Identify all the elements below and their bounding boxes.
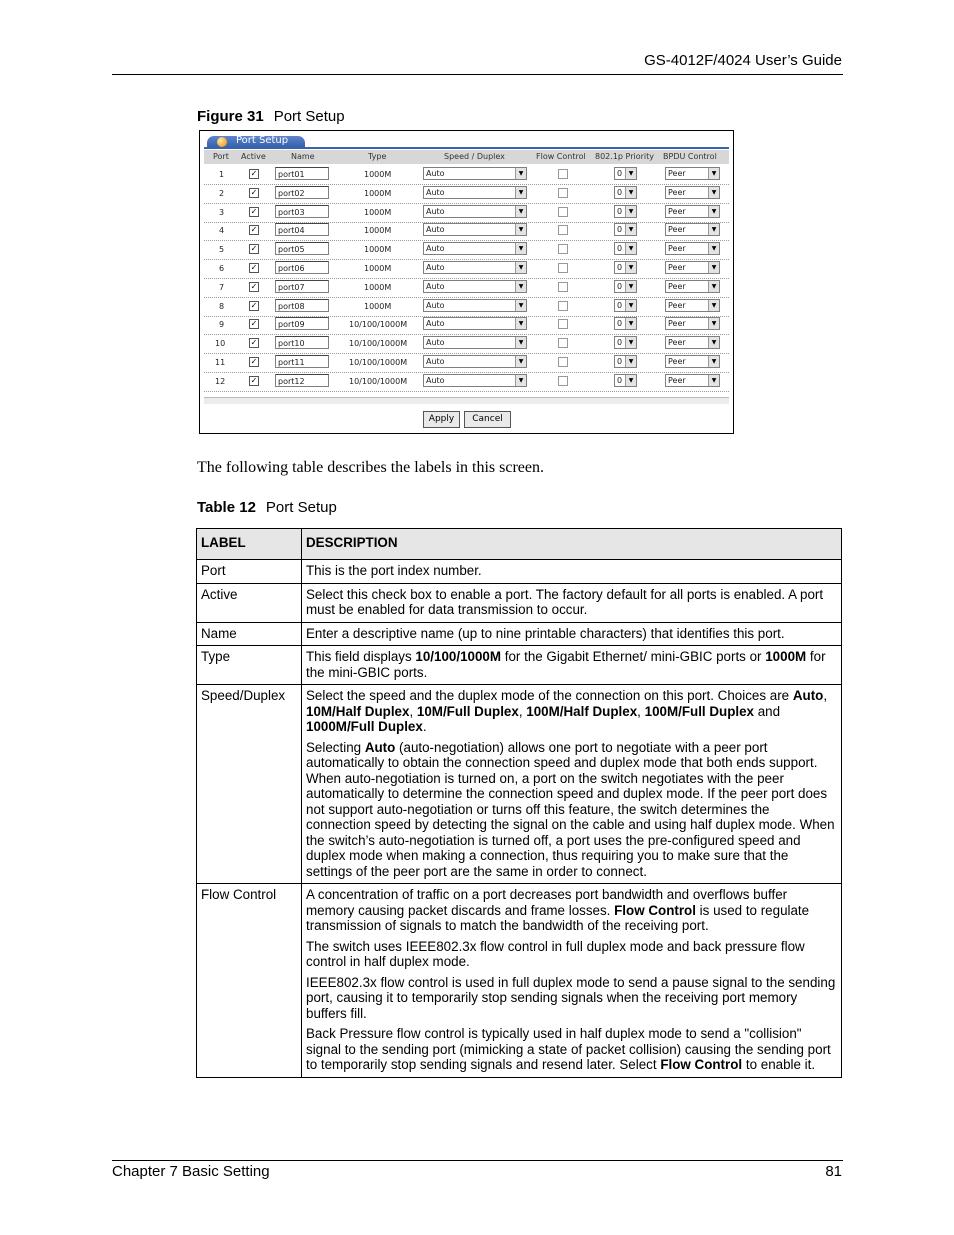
speed-duplex-select[interactable] (423, 223, 527, 236)
bpdu-value: Peer (668, 225, 686, 235)
port-row (204, 278, 729, 298)
priority-value: 0 (617, 206, 623, 216)
active-checkbox[interactable]: ✓ (250, 244, 258, 254)
speed-duplex-select[interactable] (423, 186, 527, 199)
tab-underline (204, 147, 729, 149)
speed-duplex-value: Auto (426, 263, 445, 272)
figure-title: Port Setup (273, 108, 345, 125)
footer-chapter: Chapter 7 Basic Setting (112, 1163, 270, 1180)
port-name-input[interactable]: port03 (275, 205, 329, 218)
speed-duplex-value: Auto (426, 300, 445, 310)
flow-control-checkbox[interactable] (558, 263, 568, 273)
bpdu-control-select[interactable] (665, 299, 720, 312)
bpdu-value: Peer (668, 206, 686, 216)
port-name-input[interactable]: port06 (275, 261, 329, 274)
priority-select[interactable] (614, 205, 637, 218)
port-name-input[interactable]: port08 (275, 299, 329, 312)
dropdown-arrow-icon: ▼ (625, 187, 636, 198)
flow-control-checkbox[interactable] (558, 225, 568, 235)
active-checkbox[interactable]: ✓ (250, 169, 258, 178)
flow-control-checkbox[interactable] (558, 282, 568, 292)
speed-duplex-value: Auto (426, 225, 445, 235)
dropdown-arrow-icon: ▼ (625, 243, 636, 254)
port-setup-screenshot (199, 130, 734, 434)
dropdown-arrow-icon: ▼ (708, 318, 719, 329)
description-text: The switch uses IEEE802.3x flow control in full duplex mode and back pressure flow control in half duplex mode. (306, 938, 805, 969)
col-speed: Speed / Duplex (444, 152, 505, 161)
bpdu-control-select[interactable] (665, 374, 720, 387)
table-label: Table 12 (197, 499, 256, 516)
dropdown-arrow-icon: ▼ (708, 243, 719, 254)
form-separator (204, 397, 729, 404)
port-number: 3 (219, 207, 225, 217)
cancel-button[interactable]: Cancel (464, 411, 511, 428)
port-setup-description-table (196, 528, 842, 1078)
table-row (197, 622, 842, 646)
row-label: Type (197, 646, 302, 685)
speed-duplex-select[interactable] (423, 167, 527, 180)
port-number: 4 (219, 226, 225, 236)
priority-select[interactable] (614, 374, 637, 387)
priority-select[interactable] (614, 242, 637, 255)
speed-duplex-select[interactable] (423, 280, 527, 293)
description-text: This field displays 10/100/1000M for the Gigabit Ethernet/ mini-GBIC ports or 1000M for the mini-GBIC ports. (306, 649, 826, 680)
col-name: Name (291, 152, 315, 161)
bpdu-value: Peer (668, 357, 686, 366)
dropdown-arrow-icon: ▼ (625, 375, 636, 386)
flow-control-checkbox[interactable] (558, 319, 568, 329)
table-row (197, 646, 842, 685)
port-type: 1000M (364, 170, 392, 179)
row-label: Flow Control (197, 884, 302, 1078)
priority-select[interactable] (614, 299, 637, 312)
speed-duplex-select[interactable] (423, 336, 527, 349)
bpdu-control-select[interactable] (665, 242, 720, 255)
table-row (197, 583, 842, 622)
active-checkbox[interactable]: ✓ (250, 300, 258, 310)
port-name-input[interactable]: port07 (275, 280, 329, 293)
port-name-input[interactable]: port11 (275, 355, 329, 368)
port-setup-tab[interactable] (207, 136, 305, 147)
bpdu-control-select[interactable] (665, 205, 720, 218)
row-label: Port (197, 560, 302, 584)
port-number: 12 (215, 376, 226, 386)
footer-rule (112, 1160, 843, 1161)
flow-control-checkbox[interactable] (558, 188, 568, 198)
priority-select[interactable] (614, 336, 637, 349)
port-number: 1 (219, 170, 225, 179)
speed-duplex-value: Auto (426, 357, 445, 366)
speed-duplex-value: Auto (426, 187, 445, 197)
priority-value: 0 (617, 375, 623, 385)
active-checkbox[interactable]: ✓ (250, 263, 258, 272)
description-text: IEEE802.3x flow control is used in full duplex mode to send a pause signal to the sending port, causing it to temporarily stop sending signals when the receiving port memory buffers fill. (306, 974, 836, 1021)
intro-text: The following table describes the labels in this screen. (197, 459, 545, 476)
port-type: 10/100/1000M (349, 376, 408, 386)
speed-duplex-select[interactable] (423, 299, 527, 312)
table-caption (197, 499, 337, 516)
description-text: This is the port index number. (306, 563, 482, 578)
description-text: Select the speed and the duplex mode of the connection on this port. Choices are Auto, 10M/Half Duplex, 10M/Full Duplex, 100M/Half Duplex, 100M/Full Duplex and 1000M/Full Duplex. (306, 688, 828, 734)
priority-value: 0 (617, 169, 623, 178)
port-type: 1000M (364, 226, 392, 236)
dropdown-arrow-icon: ▼ (515, 262, 526, 273)
port-type: 1000M (364, 301, 392, 311)
flow-control-checkbox[interactable] (558, 338, 568, 348)
row-description (302, 646, 842, 685)
dropdown-arrow-icon: ▼ (708, 300, 719, 311)
flow-control-checkbox[interactable] (558, 357, 568, 367)
priority-select[interactable] (614, 280, 637, 293)
bpdu-control-select[interactable] (665, 167, 720, 180)
priority-select[interactable] (614, 223, 637, 236)
flow-control-checkbox[interactable] (558, 301, 568, 311)
bpdu-control-select[interactable] (665, 280, 720, 293)
description-text: Back Pressure flow control is typically used in half duplex mode to send a "collision" signal to the sending port (mimicking a state of packet collision) causing the sending port to temporarily stop sending signals and resend later. Select Flow Control to enable it. (306, 1026, 831, 1072)
port-row (204, 353, 729, 373)
priority-select[interactable] (614, 167, 637, 180)
port-row (204, 165, 729, 185)
port-name-input[interactable]: port02 (275, 186, 329, 199)
table-header-row (197, 529, 842, 560)
dropdown-arrow-icon: ▼ (625, 206, 636, 217)
dropdown-arrow-icon: ▼ (708, 281, 719, 292)
dropdown-arrow-icon: ▼ (515, 224, 526, 235)
bpdu-value: Peer (668, 187, 686, 197)
dropdown-arrow-icon: ▼ (515, 168, 526, 179)
flow-control-checkbox[interactable] (558, 244, 568, 254)
col-type: Type (368, 152, 387, 161)
active-checkbox[interactable]: ✓ (250, 206, 258, 216)
speed-duplex-select[interactable] (423, 355, 527, 368)
dropdown-arrow-icon: ▼ (625, 337, 636, 348)
bpdu-control-select[interactable] (665, 355, 720, 368)
priority-select[interactable] (614, 186, 637, 199)
active-checkbox[interactable]: ✓ (250, 319, 258, 329)
col-priority: 802.1p Priority (595, 152, 654, 161)
figure-label: Figure 31 (197, 108, 264, 125)
bpdu-value: Peer (668, 319, 686, 329)
document-header-title: GS-4012F/4024 User’s Guide (644, 52, 842, 69)
dropdown-arrow-icon: ▼ (708, 375, 719, 386)
port-type: 10/100/1000M (349, 320, 408, 330)
priority-value: 0 (617, 187, 623, 197)
header-label: LABEL (197, 529, 302, 560)
dropdown-arrow-icon: ▼ (625, 168, 636, 179)
priority-select[interactable] (614, 317, 637, 330)
port-number: 9 (219, 320, 225, 330)
dropdown-arrow-icon: ▼ (515, 206, 526, 217)
description-text: Select this check box to enable a port. The factory default for all ports is enabled. A port must be enabled for data transmission to occur. (306, 586, 824, 617)
speed-duplex-value: Auto (426, 281, 445, 291)
description-text: A concentration of traffic on a port decreases port bandwidth and overflows buffer memory causing packet discards and frame losses. Flow Control is used to regulate transmission of signals to match the bandwidth of the receiving port. (306, 887, 810, 933)
port-type: 1000M (364, 207, 392, 217)
port-row (204, 334, 729, 354)
col-active: Active (241, 152, 266, 161)
speed-duplex-select[interactable] (423, 205, 527, 218)
orange-bullet-icon (217, 137, 227, 147)
table-title: Port Setup (265, 499, 337, 516)
speed-duplex-select[interactable] (423, 317, 527, 330)
table-row (197, 685, 842, 884)
dropdown-arrow-icon: ▼ (515, 187, 526, 198)
dropdown-arrow-icon: ▼ (515, 300, 526, 311)
dropdown-arrow-icon: ▼ (515, 243, 526, 254)
port-setup-tab-label: Port Setup (236, 135, 289, 146)
bpdu-value: Peer (668, 338, 686, 348)
bpdu-value: Peer (668, 244, 686, 254)
dropdown-arrow-icon: ▼ (515, 375, 526, 386)
dropdown-arrow-icon: ▼ (708, 224, 719, 235)
port-row (204, 297, 729, 317)
port-row (204, 221, 729, 241)
row-description (302, 685, 842, 884)
col-port: Port (213, 152, 229, 161)
active-checkbox[interactable]: ✓ (250, 338, 258, 348)
col-bpdu: BPDU Control (663, 152, 717, 161)
col-flow: Flow Control (536, 152, 586, 161)
priority-value: 0 (617, 281, 623, 291)
row-label: Active (197, 583, 302, 622)
priority-value: 0 (617, 338, 623, 348)
priority-select[interactable] (614, 355, 637, 368)
port-number: 7 (219, 282, 225, 292)
bpdu-control-select[interactable] (665, 317, 720, 330)
active-checkbox[interactable]: ✓ (250, 375, 258, 385)
row-description (302, 583, 842, 622)
port-name-input[interactable]: port01 (275, 167, 329, 180)
port-name-input[interactable]: port04 (275, 223, 329, 236)
active-checkbox[interactable]: ✓ (250, 187, 258, 197)
port-row (204, 259, 729, 279)
priority-value: 0 (617, 300, 623, 310)
row-label: Name (197, 622, 302, 646)
bpdu-value: Peer (668, 281, 686, 291)
dropdown-arrow-icon: ▼ (708, 356, 719, 367)
description-text: Enter a descriptive name (up to nine printable characters) that identifies this port. (306, 625, 785, 641)
header-rule (112, 74, 843, 75)
bpdu-value: Peer (668, 375, 686, 385)
dropdown-arrow-icon: ▼ (515, 337, 526, 348)
port-row (204, 184, 729, 204)
row-label: Speed/Duplex (197, 685, 302, 884)
apply-button[interactable]: Apply (423, 411, 460, 428)
port-number: 2 (219, 188, 225, 198)
dropdown-arrow-icon: ▼ (625, 281, 636, 292)
table-row (197, 560, 842, 584)
priority-select[interactable] (614, 261, 637, 274)
dropdown-arrow-icon: ▼ (708, 206, 719, 217)
port-name-input[interactable]: port05 (275, 242, 329, 255)
description-text: Selecting Auto (auto-negotiation) allows one port to negotiate with a peer port automatically to obtain the connection speed and duplex mode that both ends support. When auto-negotiation is turned on, a port on the switch negotiates with the peer automatically to determine the connection speed and duplex mode. If the peer port does not support auto-negotiation or turns off this feature, the switch determines the connection speed by detecting the signal on the cable and using half duplex mode. When the switch’s auto-negotiation is turned off, a port uses the pre-configured speed and duplex mode when making a connection, thus requiring you to make sure that the settings of the peer port are the same in order to connect. (306, 739, 835, 879)
priority-value: 0 (617, 244, 623, 254)
speed-duplex-select[interactable] (423, 261, 527, 274)
port-row (204, 203, 729, 223)
port-table-header (204, 150, 729, 164)
port-name-input[interactable]: port10 (275, 336, 329, 349)
port-number: 11 (215, 358, 226, 367)
active-checkbox[interactable]: ✓ (250, 225, 258, 235)
port-number: 10 (215, 339, 226, 349)
dropdown-arrow-icon: ▼ (515, 281, 526, 292)
port-number: 8 (219, 301, 225, 311)
dropdown-arrow-icon: ▼ (708, 337, 719, 348)
priority-value: 0 (617, 319, 623, 329)
speed-duplex-value: Auto (426, 319, 445, 329)
dropdown-arrow-icon: ▼ (708, 262, 719, 273)
port-type: 1000M (364, 188, 392, 198)
dropdown-arrow-icon: ▼ (625, 262, 636, 273)
figure-caption (197, 108, 345, 125)
flow-control-checkbox[interactable] (558, 207, 568, 217)
port-row (204, 372, 729, 392)
footer-page-number: 81 (825, 1163, 842, 1180)
port-row (204, 315, 729, 335)
port-type: 10/100/1000M (349, 339, 408, 349)
port-name-input[interactable]: port09 (275, 317, 329, 330)
dropdown-arrow-icon: ▼ (625, 318, 636, 329)
dropdown-arrow-icon: ▼ (625, 356, 636, 367)
bpdu-value: Peer (668, 169, 686, 178)
bpdu-control-select[interactable] (665, 261, 720, 274)
flow-control-checkbox[interactable] (558, 169, 568, 179)
row-description (302, 622, 842, 646)
port-type: 1000M (364, 245, 392, 255)
port-type: 10/100/1000M (349, 358, 408, 367)
header-description: DESCRIPTION (302, 529, 842, 560)
active-checkbox[interactable]: ✓ (250, 281, 258, 291)
row-description (302, 884, 842, 1078)
dropdown-arrow-icon: ▼ (625, 300, 636, 311)
speed-duplex-value: Auto (426, 244, 445, 254)
bpdu-value: Peer (668, 263, 686, 272)
port-number: 6 (219, 264, 225, 273)
port-row (204, 240, 729, 260)
priority-value: 0 (617, 225, 623, 235)
speed-duplex-value: Auto (426, 206, 445, 216)
dropdown-arrow-icon: ▼ (515, 318, 526, 329)
dropdown-arrow-icon: ▼ (708, 187, 719, 198)
speed-duplex-select[interactable] (423, 242, 527, 255)
dropdown-arrow-icon: ▼ (515, 356, 526, 367)
table-row (197, 884, 842, 1078)
bpdu-control-select[interactable] (665, 336, 720, 349)
active-checkbox[interactable]: ✓ (250, 357, 258, 366)
bpdu-control-select[interactable] (665, 186, 720, 199)
bpdu-control-select[interactable] (665, 223, 720, 236)
row-description (302, 560, 842, 584)
priority-value: 0 (617, 263, 623, 272)
speed-duplex-value: Auto (426, 169, 445, 178)
flow-control-checkbox[interactable] (558, 376, 568, 386)
dropdown-arrow-icon: ▼ (708, 168, 719, 179)
speed-duplex-value: Auto (426, 375, 445, 385)
port-type: 1000M (364, 264, 392, 273)
dropdown-arrow-icon: ▼ (625, 224, 636, 235)
port-number: 5 (219, 245, 225, 255)
speed-duplex-select[interactable] (423, 374, 527, 387)
port-name-input[interactable]: port12 (275, 374, 329, 387)
port-type: 1000M (364, 282, 392, 292)
priority-value: 0 (617, 357, 623, 366)
bpdu-value: Peer (668, 300, 686, 310)
speed-duplex-value: Auto (426, 338, 445, 348)
